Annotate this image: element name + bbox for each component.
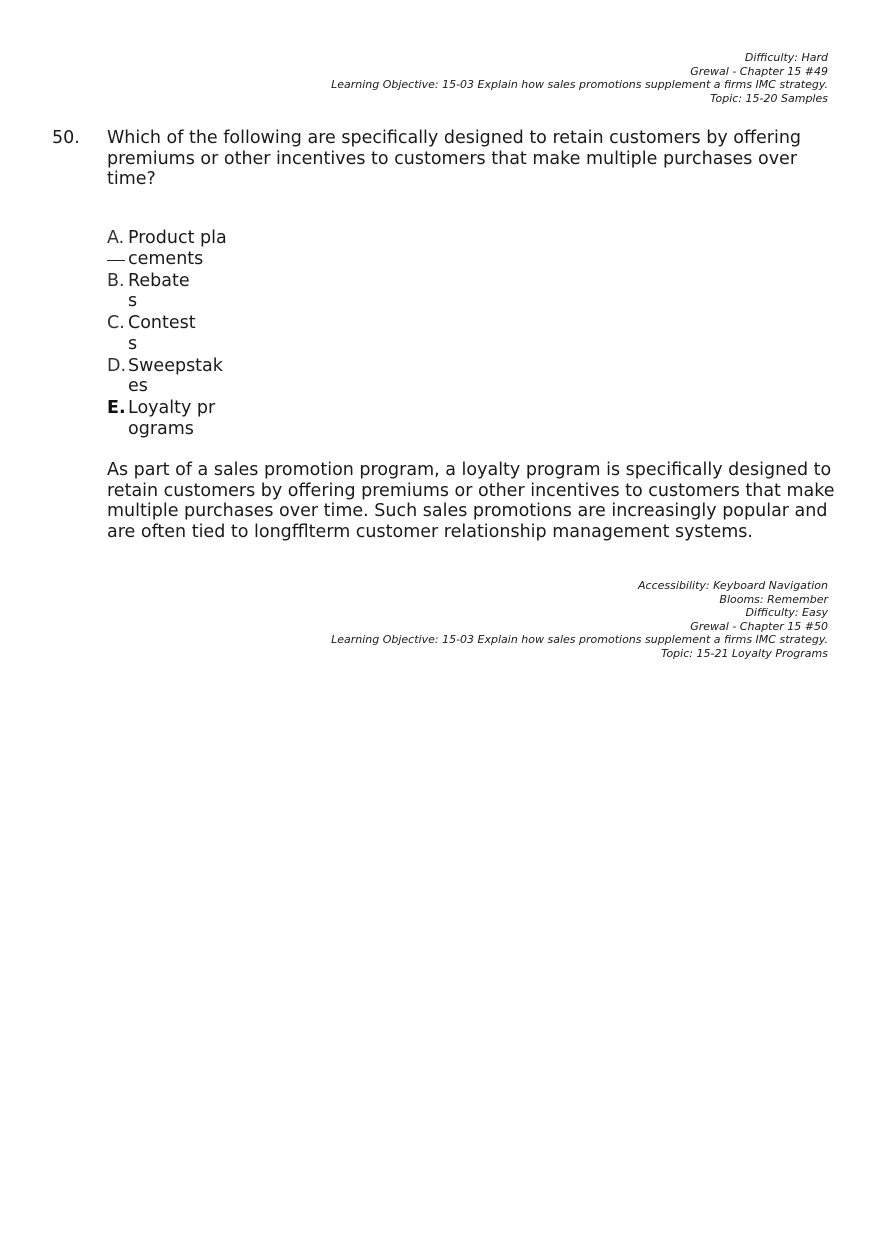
chapter-label: Grewal - Chapter 15 #49: [690, 64, 828, 78]
option-d: [107, 356, 232, 397]
answer-dash-marker: [107, 260, 125, 261]
option-b: [107, 271, 232, 312]
option-letter: C.: [107, 313, 125, 333]
blooms-label: Blooms: Remember: [719, 592, 828, 606]
option-a: [107, 228, 232, 269]
option-text: Contests: [128, 313, 196, 354]
learning-objective-label: Learning Objective: 15-03 Explain how sales promotions supplement a firms IMC strategy.: [331, 78, 828, 91]
option-text: Rebates: [128, 270, 190, 311]
question-metadata: [331, 579, 828, 660]
option-letter: D.: [107, 355, 127, 376]
topic-label: Topic: 15-20 Samples: [710, 91, 828, 105]
question-number: 50.: [52, 128, 80, 148]
previous-question-metadata: [331, 51, 828, 105]
accessibility-label: Accessibility: Keyboard Navigation: [638, 579, 828, 592]
option-letter: A.: [107, 228, 125, 248]
answer-options: [107, 228, 232, 441]
difficulty-label: Difficulty: Easy: [745, 606, 828, 619]
option-text: Sweepstakes: [128, 355, 223, 396]
option-letter: E.: [107, 398, 126, 418]
difficulty-label: Difficulty: Hard: [744, 51, 828, 64]
learning-objective-label: Learning Objective: 15-03 Explain how sales promotions supplement a firms IMC strategy.: [331, 633, 828, 646]
option-text: Loyalty programs: [128, 398, 216, 439]
chapter-label: Grewal - Chapter 15 #50: [690, 619, 828, 633]
topic-label: Topic: 15-21 Loyalty Programs: [661, 646, 828, 660]
option-e-correct: [107, 398, 232, 439]
option-c: [107, 313, 232, 354]
question-text: Which of the following are specifically designed to retain customers by offering premiums or other incentives to customers that make multiple purchases over time?: [107, 128, 802, 189]
option-letter: B.: [107, 270, 125, 291]
option-text: Product placements: [128, 228, 227, 269]
answer-explanation: As part of a sales promotion program, a loyalty program is specifically designed to retain customers by offering premiums or other incentives to customers that make multiple purchases over time. Such sales promotions are increasingly popular and are often tied to longfflterm customer relationship management systems.: [107, 460, 835, 542]
